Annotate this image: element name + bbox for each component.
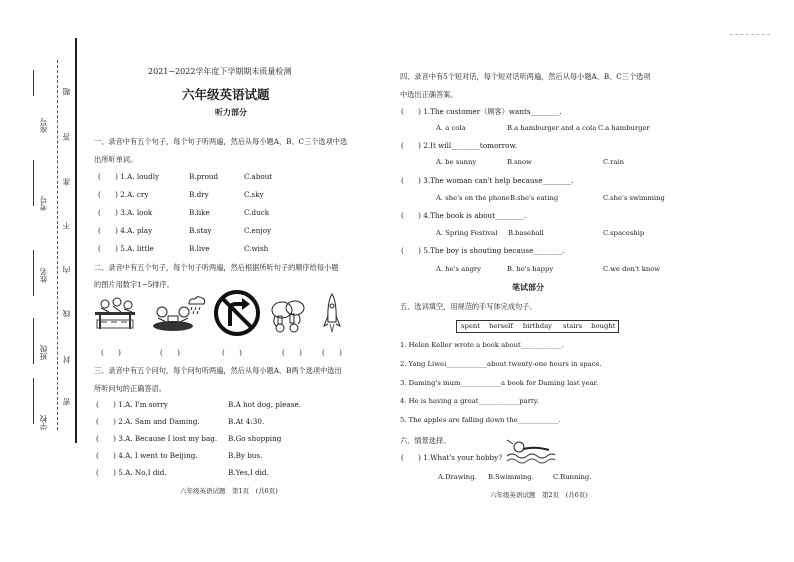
s1-q5: ( ) 5.A. little (98, 244, 154, 253)
s2-answer-bracket-5[interactable]: ( ) (322, 348, 342, 357)
picture-classroom (93, 294, 139, 334)
s3-q2-b: B.At 4:30. (228, 417, 265, 426)
page2-footer: 六年级英语试题 第2页 (共6页) (490, 491, 588, 499)
word-bank-item: birthday (522, 322, 552, 330)
seal-char: 内 (62, 266, 71, 274)
s3-q3: ( ) 3.A. Because I lost my bag. (96, 434, 218, 443)
s3-q2: ( ) 2.A. Sam and Daming. (96, 417, 200, 426)
class-label: 班级 (39, 345, 48, 360)
s4-instruction: 四、录音中有5个短对话，每个短对话听两遍，然后从每小题A、B、C三个选项 (400, 72, 651, 81)
section-subtitle: 听力部分 (215, 107, 247, 117)
s4-q4-c: C.spaceship (603, 229, 645, 237)
picture-swimmer (505, 438, 555, 466)
seal-char: 密 (62, 398, 71, 406)
s3-q4-b: B.By bus. (228, 451, 263, 460)
s4-q5: ( ) 5.The boy is shouting because________. (401, 246, 565, 255)
seat-no-label: 座号 (39, 118, 48, 133)
s1-q5-c: C.wish (244, 244, 269, 253)
s1-q1-c: C.about (244, 172, 273, 181)
seal-char: 不 (62, 222, 71, 230)
s4-q2-b: B.snow (507, 158, 532, 166)
s3-q3-b: B.Go shopping (228, 434, 282, 443)
margin-field-line (33, 378, 34, 424)
s2-answer-bracket-2[interactable]: ( ) (160, 348, 180, 357)
s4-q4: ( ) 4.The book is about________. (401, 211, 527, 220)
picture-rain-cloud (185, 294, 207, 316)
word-bank (456, 320, 619, 333)
s4-q2: ( ) 2.It will________tomorrow. (401, 141, 518, 150)
seal-char: 封 (62, 356, 71, 364)
s1-instruction-cont: 出所听单词。 (94, 155, 138, 164)
picture-elephants (268, 294, 308, 334)
margin-field-line (33, 318, 34, 364)
s1-q4: ( ) 4.A. play (98, 226, 153, 235)
s4-q3-b: B.she's eating (510, 194, 559, 202)
binding-line (75, 38, 77, 443)
s4-q2-a: A. be sunny (436, 158, 477, 166)
s3-q5: ( ) 5.A. No,I did. (96, 468, 167, 477)
s1-q3: ( ) 3.A. look (98, 208, 153, 217)
s2-answer-bracket-3[interactable]: ( ) (222, 348, 242, 357)
s1-q3-b: B.like (189, 208, 210, 217)
main-title: 六年级英语试题 (182, 87, 270, 102)
s5-sentence-3: 3. Daming's mum____________a book for Daming last year. (400, 379, 599, 387)
margin-field-line (33, 160, 34, 206)
s4-q1-a: A. a cola (436, 124, 466, 132)
s4-q4-a: A. Spring Festival (436, 229, 498, 237)
s4-q5-b: B. he's happy (507, 265, 554, 273)
seal-dashed-line (57, 60, 58, 430)
s1-q4-b: B.stay (189, 226, 212, 235)
s2-answer-bracket-4[interactable]: ( ) (282, 348, 302, 357)
s3-q1: ( ) 1.A. I'm sorry (96, 400, 168, 409)
s6-instruction: 六、情景选择。 (400, 436, 451, 445)
s3-q4: ( ) 4.A. I went to Beijing. (96, 451, 198, 460)
s6-option-b: B.Swimming. (488, 473, 534, 481)
s4-q2-c: C.rain (603, 158, 624, 166)
s5-sentence-1: 1. Helen Keller wrote a book about____________. (400, 341, 564, 349)
exam-title: 2021−2022学年度下学期期末质量检测 (148, 67, 292, 76)
s1-instruction: 一、录音中有五个句子，每个句子听两遍，然后从每小题A、B、C三个选项中选 (94, 137, 348, 146)
s4-q4-b: B.baseball (508, 229, 544, 237)
s4-q3-c: C.she's swimming (603, 194, 665, 202)
s1-q1-b: B.proud (189, 172, 219, 181)
s1-q4-c: C.enjoy (244, 226, 272, 235)
s1-q2-c: C.sky (244, 190, 264, 199)
s1-q3-c: C.duck (244, 208, 270, 217)
name-label: 姓名 (39, 268, 48, 283)
seal-char: 线 (62, 310, 71, 318)
seal-char: 题 (62, 88, 71, 96)
written-section-title: 笔试部分 (512, 282, 544, 292)
s1-q5-b: B.live (189, 244, 210, 253)
s3-instruction: 三、录音中有五个问句，每个问句听两遍，然后从每小题A、B两个选项中选出 (94, 366, 342, 375)
s2-answer-bracket-1[interactable]: ( ) (101, 348, 121, 357)
page-edge-mark (730, 34, 770, 35)
s1-q1: ( ) 1.A. loudly (98, 172, 160, 181)
margin-field-line (33, 70, 34, 96)
school-label: 学校 (39, 415, 48, 430)
word-bank-item: stairs (562, 322, 583, 330)
s5-sentence-2: 2. Yang Liwei____________about twenty-one hours in space. (400, 360, 602, 368)
exam-no-label: 考号 (39, 196, 48, 211)
s4-q1-b: B.a hamburger and a cola (507, 124, 597, 132)
s2-instruction-cont: 的图片用数字1−5排序。 (94, 280, 174, 289)
word-bank-item: bought (591, 322, 616, 330)
word-bank-item: spent (461, 322, 480, 330)
s6-q1: ( ) 1.What's your hobby? (401, 453, 503, 462)
s4-instruction-cont: 中选出正确答案。 (400, 90, 458, 99)
s3-q5-b: B.Yes,I did. (228, 468, 269, 477)
margin-field-line (33, 250, 34, 296)
s4-q3: ( ) 3.The woman can't help because________. (401, 176, 574, 185)
s4-q5-c: C.we don't know (603, 265, 661, 273)
s2-instruction: 二、录音中有五个句子，每个句子听两遍，然后根据所听句子的顺序给每小题 (94, 263, 339, 272)
seal-char: 准 (62, 178, 71, 186)
page1-footer: 六年级英语试题 第1页 (共6页) (180, 487, 278, 495)
seal-char: 答 (62, 133, 71, 141)
s1-q2: ( ) 2.A. cry (98, 190, 149, 199)
s4-q3-a: A. she's on the phone (436, 194, 510, 202)
s3-q1-b: B.A hot dog, please. (228, 400, 301, 409)
s5-sentence-5: 5. The apples are falling down the____________. (400, 416, 561, 424)
s4-q1-c: C.a hamburger (598, 124, 650, 132)
picture-rocket (323, 292, 341, 336)
s3-instruction-cont: 所听问句的正确答语。 (94, 384, 166, 393)
s4-q1: ( ) 1.The customer（顾客）wants________. (401, 107, 562, 116)
word-bank-item: herself (488, 322, 513, 330)
s5-instruction: 五、选词填空，用规范的手写体完成句子。 (400, 302, 537, 311)
s1-q2-b: B.dry (189, 190, 209, 199)
s4-q5-a: A. he's angry (436, 265, 482, 273)
picture-no-right-turn-sign (214, 290, 260, 336)
s6-option-a: A.Drawing. (438, 473, 477, 481)
s6-option-c: C.Running. (553, 473, 592, 481)
s5-sentence-4: 4. He is having a great____________party. (400, 397, 539, 405)
